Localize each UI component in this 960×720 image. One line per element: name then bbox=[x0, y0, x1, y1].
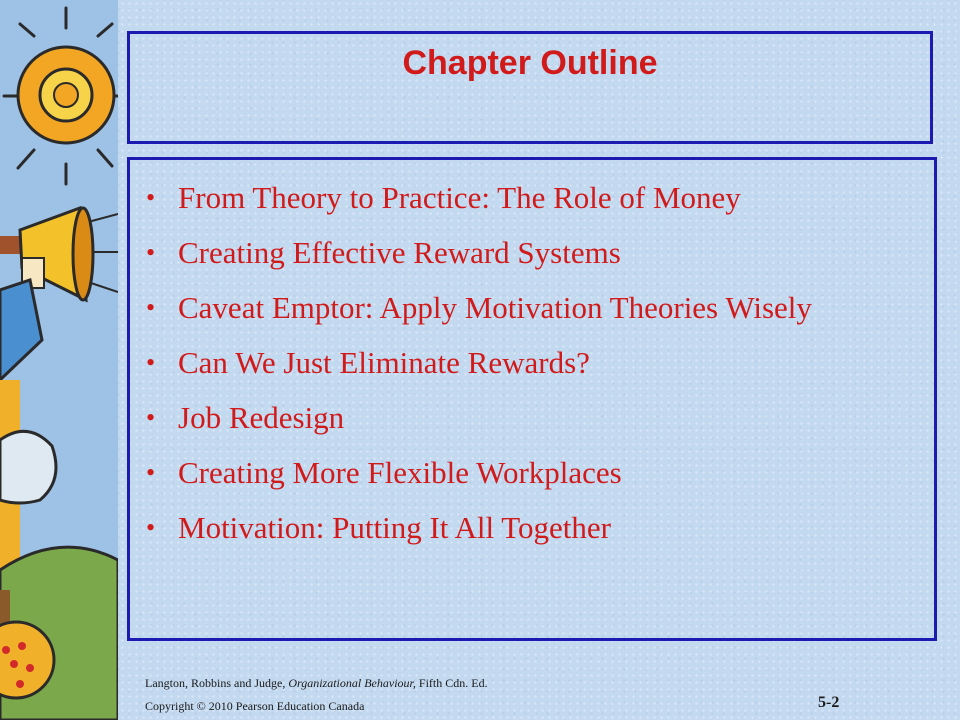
footer-book-title: Organizational Behaviour, bbox=[288, 676, 416, 690]
list-item bbox=[144, 345, 914, 381]
title-box bbox=[127, 31, 933, 144]
bullet-text: Creating More Flexible Workplaces bbox=[178, 455, 622, 490]
bullet-text: Can We Just Eliminate Rewards? bbox=[178, 345, 590, 380]
footer-edition: Fifth Cdn. Ed. bbox=[415, 676, 488, 690]
list-item bbox=[144, 510, 914, 546]
bullet-text: Creating Effective Reward Systems bbox=[178, 235, 621, 270]
footer-authors: Langton, Robbins and Judge, bbox=[145, 676, 289, 690]
footer-citation bbox=[145, 676, 488, 691]
bullet-text: Caveat Emptor: Apply Motivation Theories Wisely bbox=[178, 290, 812, 325]
megaphone-person-illustration bbox=[0, 0, 118, 720]
list-item bbox=[144, 235, 914, 271]
bullet-text: From Theory to Practice: The Role of Money bbox=[178, 180, 741, 215]
decorative-illustration bbox=[0, 0, 118, 720]
bullet-icon: • bbox=[146, 238, 156, 267]
bullet-icon: • bbox=[146, 458, 156, 487]
bullet-icon: • bbox=[146, 513, 156, 542]
bullet-text: Job Redesign bbox=[178, 400, 345, 435]
list-item bbox=[144, 180, 914, 216]
list-item bbox=[144, 290, 914, 326]
bullet-icon: • bbox=[146, 348, 156, 377]
slide-title: Chapter Outline bbox=[402, 44, 658, 82]
bullet-text: Motivation: Putting It All Together bbox=[178, 510, 611, 545]
bullet-icon: • bbox=[146, 183, 156, 212]
footer-copyright: Copyright © 2010 Pearson Education Canada bbox=[145, 699, 365, 713]
page-number: 5-2 bbox=[818, 694, 840, 711]
list-item bbox=[144, 455, 914, 491]
content-box bbox=[127, 157, 937, 641]
bullet-icon: • bbox=[146, 403, 156, 432]
list-item bbox=[144, 400, 914, 436]
bullet-list bbox=[144, 180, 914, 565]
bullet-icon: • bbox=[146, 293, 156, 322]
